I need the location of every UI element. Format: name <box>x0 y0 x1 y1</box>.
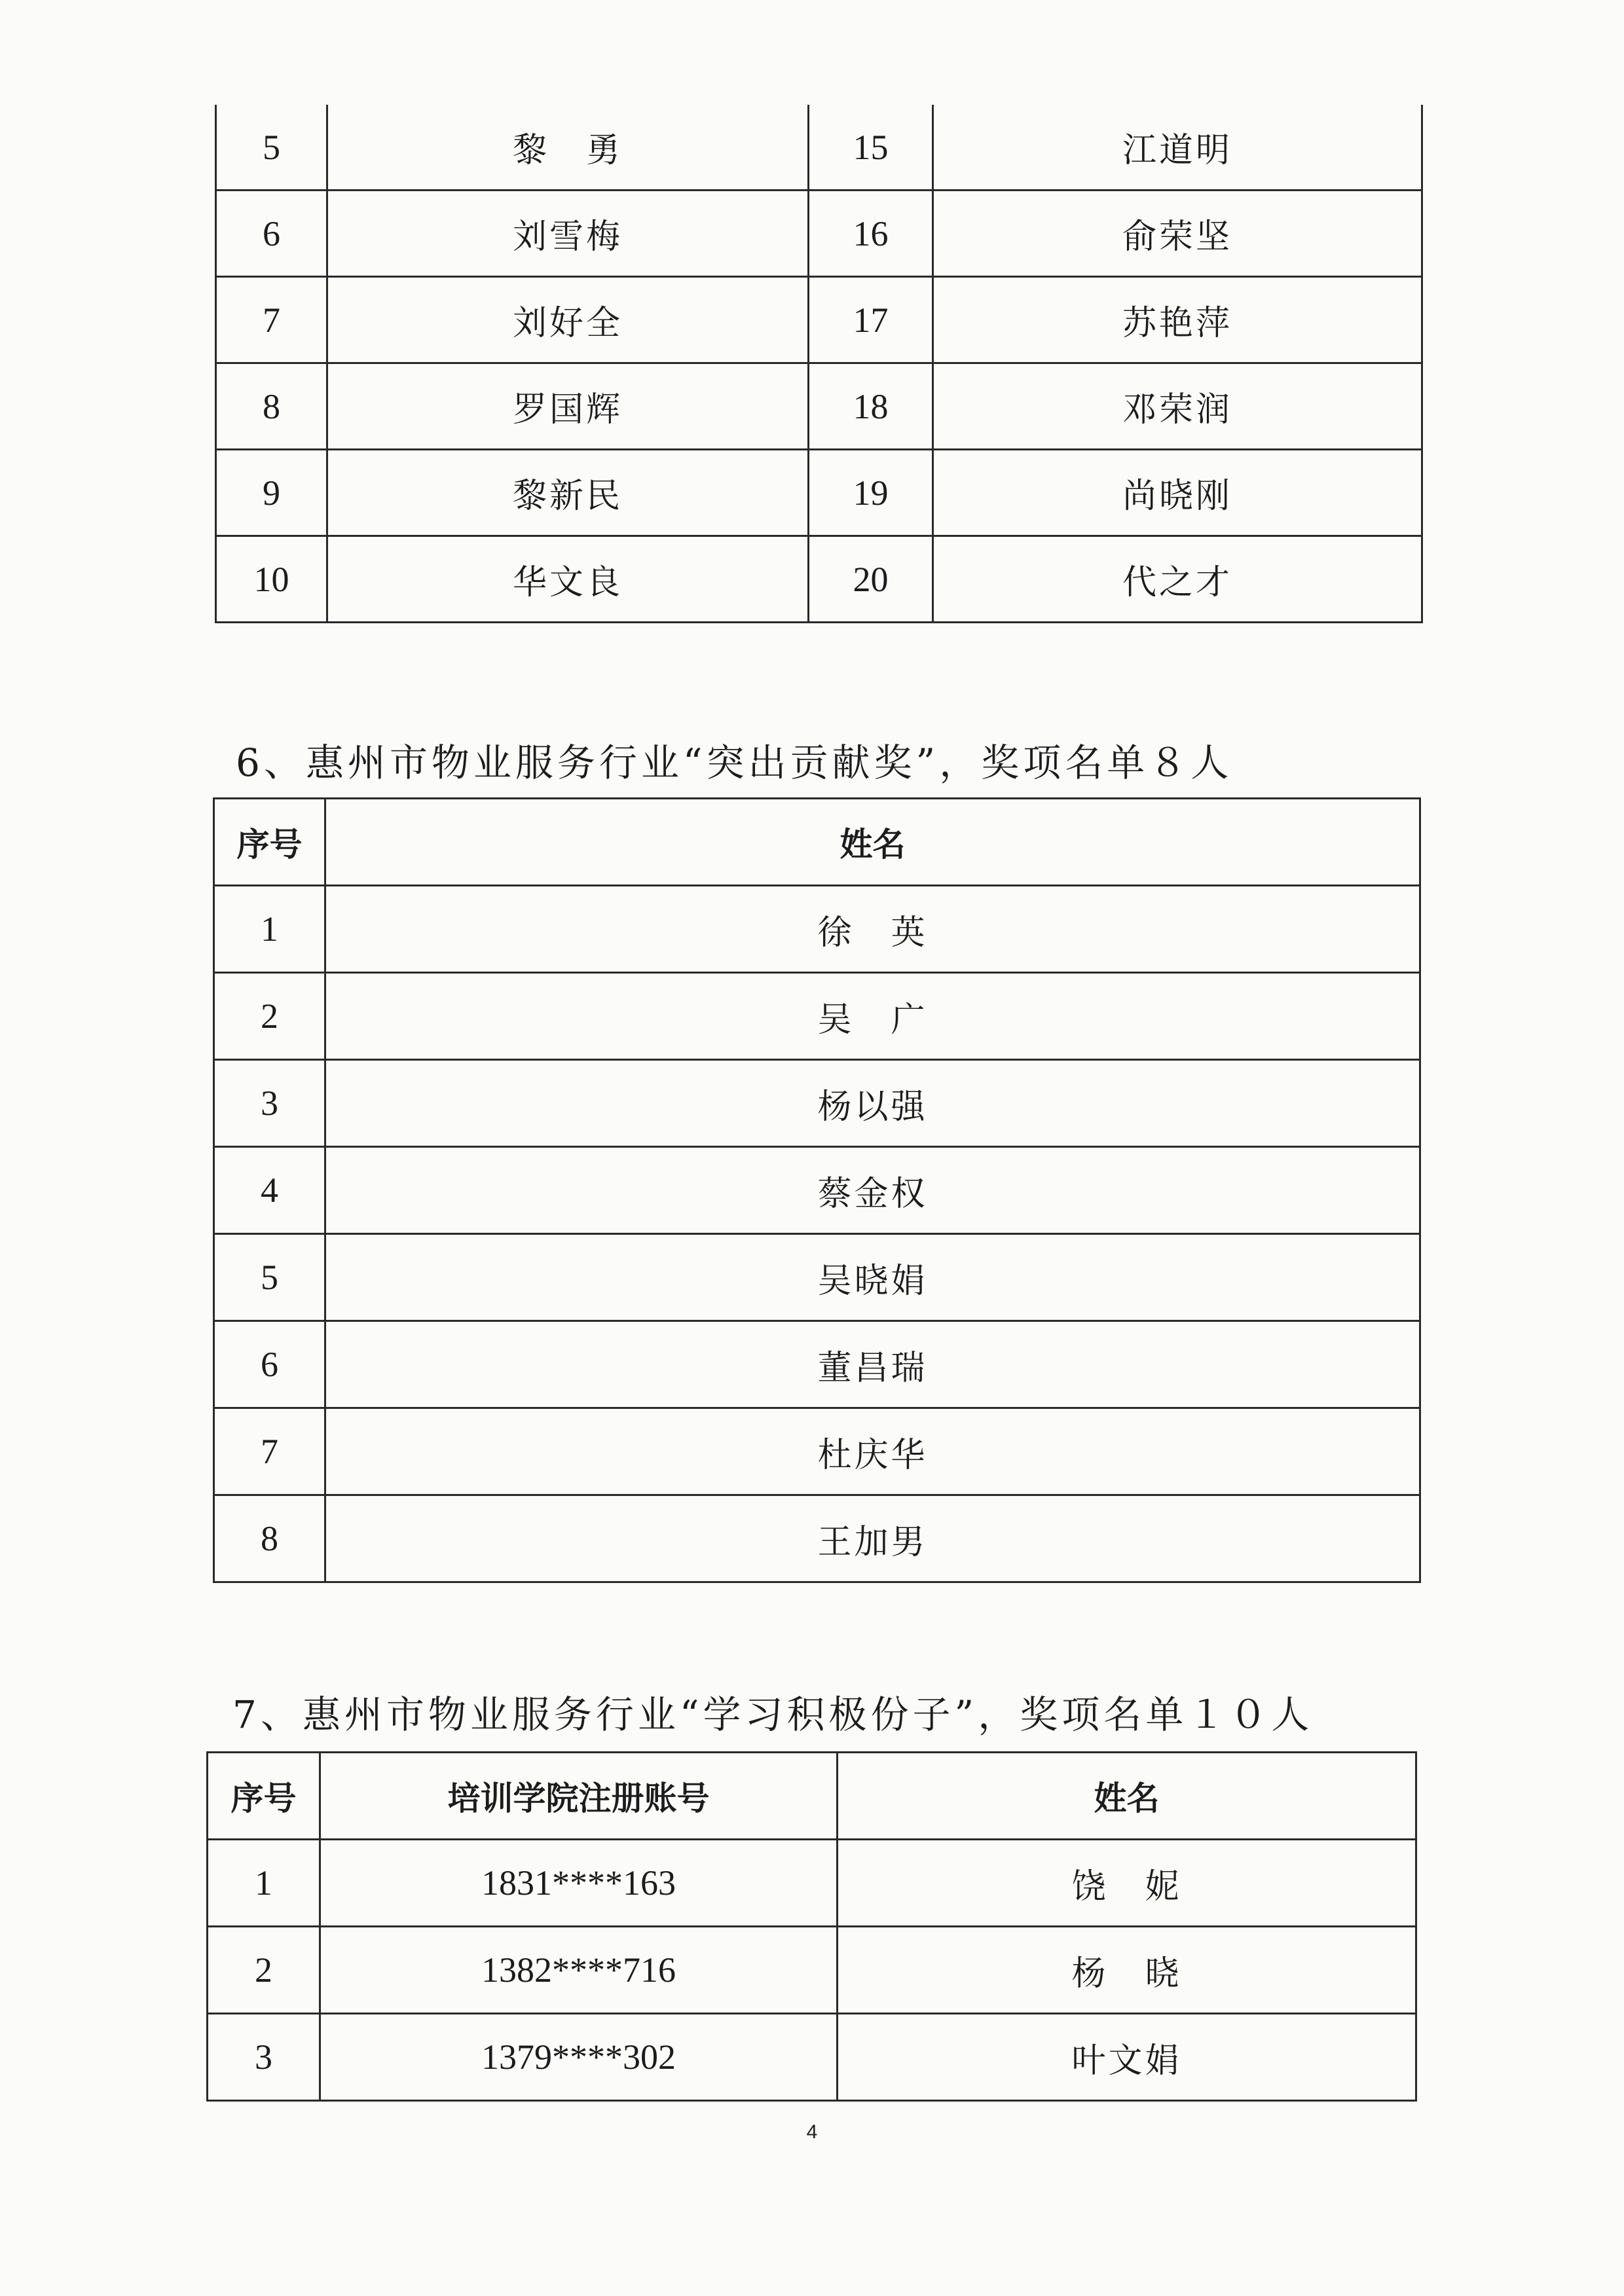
seq-header: 序号 <box>214 799 325 886</box>
seq-cell: 15 <box>809 105 933 191</box>
name-cell: 邓荣润 <box>933 363 1422 450</box>
table-row <box>214 1147 1420 1234</box>
name-cell: 苏艳萍 <box>933 277 1422 363</box>
seq-header: 序号 <box>208 1753 320 1840</box>
active-learner-table <box>206 1751 1417 2102</box>
account-cell: 1382****716 <box>320 1927 838 2014</box>
table-row <box>216 450 1422 536</box>
seq-cell: 19 <box>809 450 933 536</box>
seq-cell: 6 <box>216 191 327 277</box>
table-header-row <box>214 799 1420 886</box>
name-header: 姓名 <box>325 799 1420 886</box>
name-cell: 江道明 <box>933 105 1422 191</box>
seq-cell: 17 <box>809 277 933 363</box>
seq-cell: 10 <box>216 536 327 623</box>
table-row <box>208 2014 1416 2101</box>
table-row <box>208 1840 1416 1927</box>
table-row <box>214 886 1420 973</box>
name-cell: 华文良 <box>327 536 809 623</box>
table-row <box>216 105 1422 191</box>
page-number: 4 <box>806 2121 818 2143</box>
seq-cell: 4 <box>214 1147 325 1234</box>
account-header: 培训学院注册账号 <box>320 1753 838 1840</box>
name-cell: 代之才 <box>933 536 1422 623</box>
name-cell: 杨 晓 <box>838 1927 1416 2014</box>
name-cell: 蔡金权 <box>325 1147 1420 1234</box>
table-header-row <box>208 1753 1416 1840</box>
account-cell: 1379****302 <box>320 2014 838 2101</box>
table-row <box>214 1060 1420 1147</box>
name-cell: 尚晓刚 <box>933 450 1422 536</box>
seq-cell: 6 <box>214 1321 325 1408</box>
seq-cell: 3 <box>214 1060 325 1147</box>
seq-cell: 8 <box>214 1495 325 1582</box>
table-row <box>216 363 1422 450</box>
name-cell: 吴 广 <box>325 973 1420 1060</box>
seq-cell: 3 <box>208 2014 320 2101</box>
table-row <box>216 536 1422 623</box>
table-row <box>214 1408 1420 1495</box>
name-cell: 刘好全 <box>327 277 809 363</box>
name-cell: 杜庆华 <box>325 1408 1420 1495</box>
seq-cell: 1 <box>214 886 325 973</box>
seq-cell: 2 <box>208 1927 320 2014</box>
table-row <box>216 191 1422 277</box>
name-cell: 叶文娟 <box>838 2014 1416 2101</box>
seq-cell: 2 <box>214 973 325 1060</box>
name-cell: 罗国辉 <box>327 363 809 450</box>
seq-cell: 7 <box>216 277 327 363</box>
section-7-heading: 7、惠州市物业服务行业“学习积极份子”，奖项名单１０人 <box>232 1692 1314 1737</box>
table-row <box>216 277 1422 363</box>
awards-table-continued <box>215 105 1423 623</box>
table-row <box>214 973 1420 1060</box>
contribution-award-table <box>213 797 1421 1583</box>
name-cell: 黎 勇 <box>327 105 809 191</box>
name-cell: 杨以强 <box>325 1060 1420 1147</box>
table-row <box>214 1495 1420 1582</box>
name-cell: 王加男 <box>325 1495 1420 1582</box>
seq-cell: 5 <box>216 105 327 191</box>
name-cell: 刘雪梅 <box>327 191 809 277</box>
seq-cell: 5 <box>214 1234 325 1321</box>
seq-cell: 9 <box>216 450 327 536</box>
seq-cell: 1 <box>208 1840 320 1927</box>
table-row <box>208 1927 1416 2014</box>
seq-cell: 7 <box>214 1408 325 1495</box>
table-row <box>214 1234 1420 1321</box>
name-cell: 董昌瑞 <box>325 1321 1420 1408</box>
account-cell: 1831****163 <box>320 1840 838 1927</box>
seq-cell: 20 <box>809 536 933 623</box>
section-6-heading: 6、惠州市物业服务行业“突出贡献奖”，奖项名单８人 <box>236 740 1233 785</box>
name-cell: 吴晓娟 <box>325 1234 1420 1321</box>
name-header: 姓名 <box>838 1753 1416 1840</box>
name-cell: 饶 妮 <box>838 1840 1416 1927</box>
seq-cell: 8 <box>216 363 327 450</box>
table-row <box>214 1321 1420 1408</box>
name-cell: 徐 英 <box>325 886 1420 973</box>
seq-cell: 18 <box>809 363 933 450</box>
name-cell: 俞荣坚 <box>933 191 1422 277</box>
name-cell: 黎新民 <box>327 450 809 536</box>
seq-cell: 16 <box>809 191 933 277</box>
